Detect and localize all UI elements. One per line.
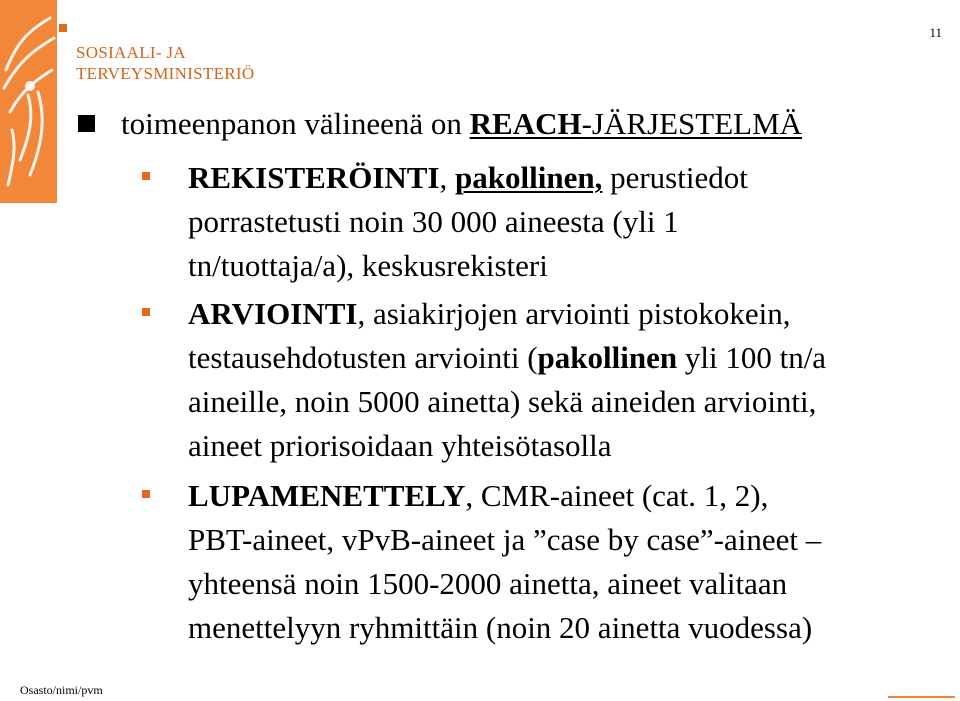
heading-reach: REACH [469, 106, 582, 141]
text-segment: yli 100 tn/a [677, 340, 827, 375]
text-line [188, 292, 826, 336]
text-segment: pakollinen, [455, 160, 603, 195]
text-line [188, 244, 748, 288]
text-line [188, 156, 748, 200]
ministry-logo [0, 0, 57, 203]
text-segment: ARVIOINTI [188, 296, 358, 331]
bullet-text [188, 292, 826, 468]
text-segment: , [439, 160, 456, 195]
org-line-1: SOSIAALI- JA [76, 43, 186, 62]
logo-figure-icon [0, 0, 57, 203]
text-segment: aineille, noin 5000 ainetta) sekä aineiden arviointi, [188, 384, 817, 419]
text-segment: PBT-aineet, vPvB-aineet ja ”case by case”-aineet – [188, 522, 822, 557]
text-segment: porrastetusti noin 30 000 aineesta (yli 1 [188, 204, 679, 239]
text-segment: testausehdotusten arviointi ( [188, 340, 538, 375]
text-line [188, 336, 826, 380]
footer-label: Osasto/nimi/pvm [20, 683, 103, 697]
main-heading-row [78, 106, 802, 142]
slide-heading [121, 106, 802, 142]
text-segment: aineet priorisoidaan yhteisötasolla [188, 428, 612, 463]
bullet-square-icon [142, 172, 150, 180]
top-bullet-mark [59, 24, 67, 32]
heading-system: -JÄRJESTELMÄ [581, 106, 803, 141]
organization-name [76, 42, 254, 84]
heading-prefix: toimeenpanon välineenä on [121, 106, 470, 141]
text-segment: , CMR-aineet (cat. 1, 2), [465, 478, 769, 513]
text-line [188, 200, 748, 244]
text-segment: REKISTERÖINTI [188, 160, 440, 195]
bullet-square-icon [142, 308, 150, 316]
text-line [188, 562, 821, 606]
text-segment: , asiakirjojen arviointi pistokokein, [357, 296, 791, 331]
org-line-2: TERVEYSMINISTERIÖ [76, 64, 255, 83]
bullet-square-icon [142, 490, 150, 498]
text-segment: tn/tuottaja/a), keskusrekisteri [188, 248, 548, 283]
bullet-text [188, 474, 821, 650]
text-segment: yhteensä noin 1500-2000 ainetta, aineet valitaan [188, 566, 788, 601]
text-segment: perustiedot [602, 160, 748, 195]
square-bullet-icon [78, 115, 95, 132]
page-number: 11 [929, 25, 942, 40]
bullet-text [188, 156, 748, 288]
footer-divider [888, 696, 955, 698]
text-line [188, 606, 821, 650]
text-line [188, 380, 826, 424]
text-segment: pakollinen [537, 340, 678, 375]
text-line [188, 474, 821, 518]
text-segment: LUPAMENETTELY [188, 478, 466, 513]
text-segment: menettelyyn ryhmittäin (noin 20 ainetta vuodessa) [188, 610, 813, 645]
text-line [188, 424, 826, 468]
text-line [188, 518, 821, 562]
